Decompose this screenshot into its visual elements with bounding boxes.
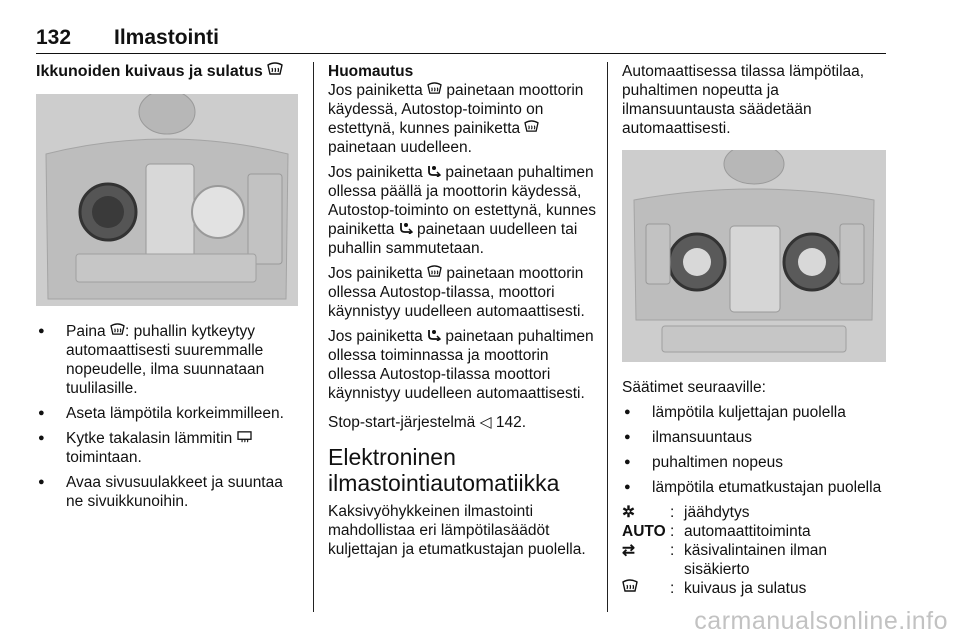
rear-window-heater-icon bbox=[237, 430, 252, 443]
legend-row: : kuivaus ja sulatus bbox=[622, 579, 886, 598]
cross-reference[interactable]: Stop-start-järjestelmä ◁ 142. bbox=[328, 414, 527, 431]
chapter-title: Ilmastointi bbox=[114, 26, 220, 49]
list-item: ● ilmansuuntaus bbox=[622, 428, 886, 447]
reference-arrow-icon: ◁ bbox=[479, 414, 492, 431]
windshield-defrost-icon bbox=[427, 82, 442, 95]
column-3 bbox=[622, 62, 886, 598]
column-2 bbox=[328, 62, 596, 565]
recirculation-icon: ⇄ bbox=[622, 542, 635, 559]
legend-row: ⇄ : käsivalintainen ilman sisäkierto bbox=[622, 542, 828, 578]
watermark: carmanualsonline.info bbox=[694, 607, 948, 635]
list-item: ● Kytke takalasin lämmitin toimintaan. bbox=[36, 429, 298, 467]
note-paragraph: Jos painiketta painetaan puhaltimen ollessa päällä ja moottorin käydessä, Autostop-toiminto on estettynä, kunnes painiketta painetaan uudelleen tai puhallin sammutetaan. bbox=[328, 164, 596, 257]
windshield-defrost-icon bbox=[110, 323, 125, 336]
note-paragraph: Jos painiketta painetaan puhaltimen ollessa toiminnassa ja moottorin ollessa Autostop-tilassa moottori käynnistyy uudelleen automaattisesti. bbox=[328, 328, 594, 402]
note-paragraph: Jos painiketta painetaan moottorin ollessa Autostop-tilassa, moottori käynnistyy uudelleen automaattisesti. bbox=[328, 265, 585, 320]
note-title: Huomautus bbox=[328, 63, 414, 80]
list-item: ● puhaltimen nopeus bbox=[622, 453, 886, 472]
controls-label: Säätimet seuraaville: bbox=[622, 379, 766, 396]
list-item: ● Avaa sivusuulakkeet ja suuntaa ne sivuikkunoihin. bbox=[36, 473, 298, 511]
note-paragraph: Jos painiketta painetaan moottorin käydessä, Autostop-toiminto on estettynä, kunnes painiketta painetaan uudelleen. bbox=[328, 82, 584, 156]
list-item: ● lämpötila etumatkustajan puolella bbox=[622, 478, 886, 497]
intro-paragraph: Automaattisessa tilassa lämpötilaa, puhaltimen nopeutta ja ilmansuuntausta säädetään automaattisesti. bbox=[622, 63, 865, 137]
climate-panel-photo bbox=[36, 94, 298, 306]
section-heading-2: Elektroninen ilmastointiautomatiikka bbox=[328, 444, 560, 496]
auto-mode-label: AUTO bbox=[622, 523, 666, 540]
column-divider bbox=[607, 62, 608, 612]
symbol-legend bbox=[622, 503, 886, 598]
body-paragraph: Kaksivyöhykkeinen ilmastointi mahdollistaa eri lämpötilasäädöt kuljettajan ja etumatkustajan puolella. bbox=[328, 503, 586, 558]
windshield-defrost-icon bbox=[267, 62, 283, 76]
legend-row: ✲ : jäähdytys bbox=[622, 504, 750, 521]
cooling-icon: ✲ bbox=[622, 504, 635, 521]
windshield-defrost-icon bbox=[524, 120, 539, 133]
legend-row: AUTO : automaattitoiminta bbox=[622, 523, 811, 540]
page-header bbox=[36, 26, 886, 54]
windshield-defrost-icon bbox=[622, 579, 670, 598]
section-heading: Ikkunoiden kuivaus ja sulatus bbox=[36, 62, 298, 82]
controls-list bbox=[622, 403, 886, 497]
fan-airflow-icon bbox=[427, 164, 441, 177]
list-item: ● Aseta lämpötila korkeimmilleen. bbox=[36, 404, 298, 423]
climate-panel-illustration bbox=[36, 94, 298, 306]
list-item: ● Paina : puhallin kytkeytyy automaattisesti suuremmalle nopeudelle, ilma suunnataan tuulilasille. bbox=[36, 322, 298, 398]
column-divider bbox=[313, 62, 314, 612]
list-item: ● lämpötila kuljettajan puolella bbox=[622, 403, 886, 422]
auto-climate-panel-photo bbox=[622, 150, 886, 362]
fan-airflow-icon bbox=[399, 221, 413, 234]
page-number: 132 bbox=[36, 26, 72, 49]
auto-climate-panel-illustration bbox=[622, 150, 886, 362]
instruction-list bbox=[36, 322, 298, 511]
fan-airflow-icon bbox=[427, 328, 441, 341]
windshield-defrost-icon bbox=[427, 265, 442, 278]
column-1 bbox=[36, 62, 298, 517]
